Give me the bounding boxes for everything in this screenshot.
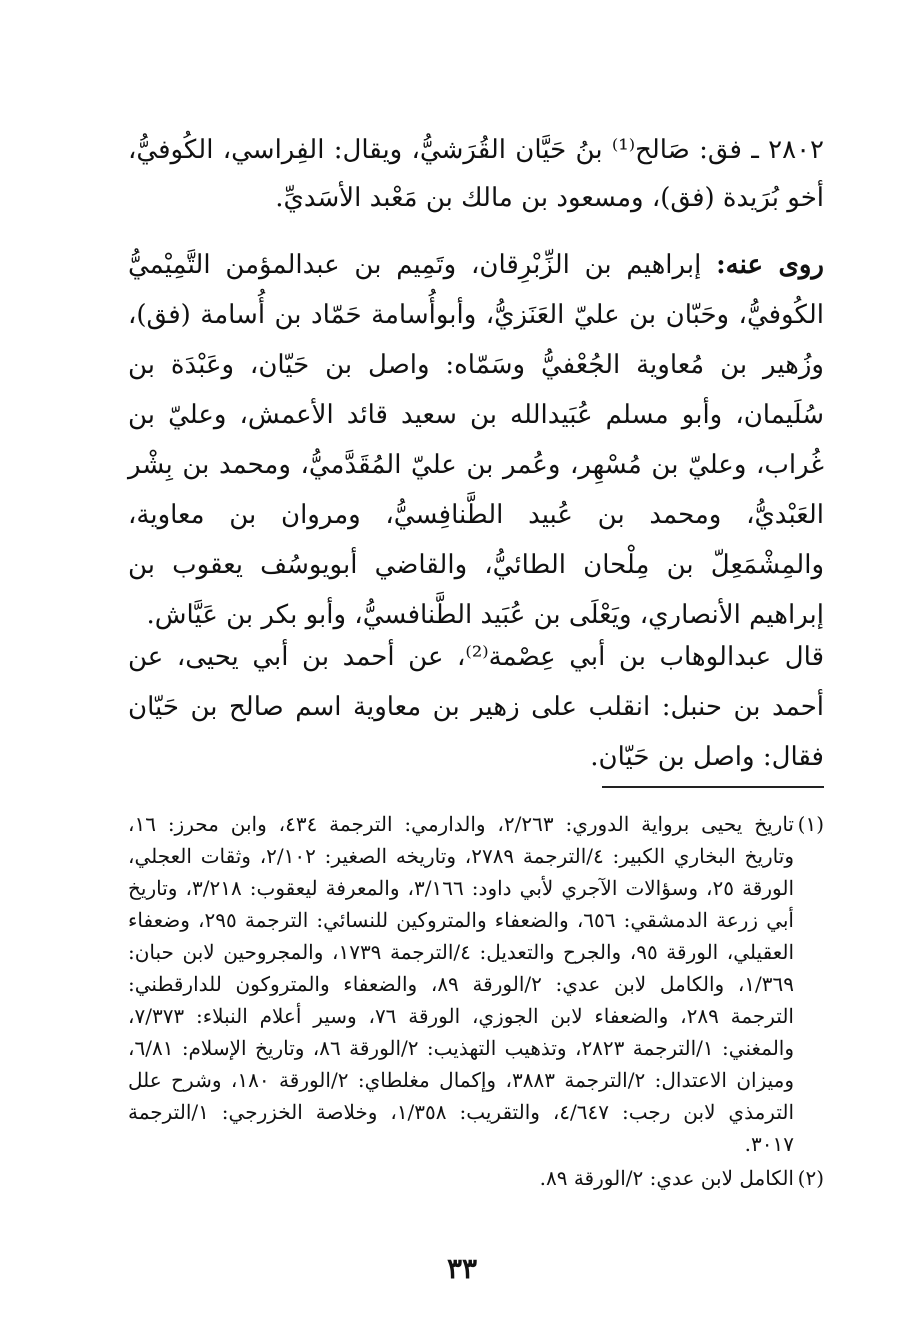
footnotes [128, 808, 824, 1196]
quote-paragraph [128, 632, 824, 782]
footnote-divider [602, 786, 824, 788]
narrators-text: إبراهيم بن الزِّبْرِقان، وتَمِيم بن عبدالمؤمن التَّمِيْميُّ الكُوفيُّ، وحَبّان بن عليّ العَنَزيُّ، وأبوأُسامة حَمّاد بن أُسامة (فق)، وزُهير بن مُعاوية الجُعْفيُّ وسَمّاه: واصل بن حَيّان، وعَبْدَة بن سُلَيمان، وأبو مسلم عُبَيدالله بن سعيد قائد الأعمش، وعليّ بن غُراب، وعليّ بن مُسْهِر، وعُمر بن عليّ المُقَدَّميُّ، ومحمد بن بِشْر العَبْديُّ، ومحمد بن عُبيد الطَّنافِسيُّ، ومروان بن معاوية، والمِشْمَعِلّ بن مِلْحان الطائيُّ، والقاضي أبويوسُف يعقوب بن إبراهيم الأنصاري، ويَعْلَى بن عُبَيد الطَّنافسيُّ، وأبو بكر بن عَيَّاش. [128, 250, 824, 630]
narrators-label: روى عنه: [716, 250, 824, 280]
footnote-text: الكامل لابن عدي: ٢/الورقة ٨٩. [539, 1166, 794, 1190]
footnote-number: (٢) [797, 1166, 824, 1190]
footnote-text: تاريخ يحيى برواية الدوري: ٢/٢٦٣، والدارمي: الترجمة ٤٣٤، وابن محرز: ١٦، وتاريخ البخاري الكبير: ٤/الترجمة ٢٧٨٩، وتاريخه الصغير: ٢/١٠٢، وثقات العجلي، الورقة ٢٥، وسؤالات الآجري لأبي داود: ٣/١٦٦، والمعرفة ليعقوب: ٣/٢١٨، وتاريخ أبي زرعة الدمشقي: ٦٥٦، والضعفاء والمتروكين للنسائي: الترجمة ٢٩٥، وضعفاء العقيلي، الورقة ٩٥، والجرح والتعديل: ٤/الترجمة ١٧٣٩، والمجروحين لابن حبان: ١/٣٦٩، والكامل لابن عدي: ٢/الورقة ٨٩، والضعفاء والمتروكون للدارقطني: الترجمة ٢٨٩، والضعفاء لابن الجوزي، الورقة ٧٦، وسير أعلام النبلاء: ٧/٣٧٣، والمغني: ١/الترجمة ٢٨٢٣، وتذهيب التهذيب: ٢/الورقة ٨٦، وتاريخ الإسلام: ٦/٨١، وميزان الاعتدال: ٢/الترجمة ٣٨٨٣، وإكمال مغلطاي: ٢/الورقة ١٨٠، وشرح علل الترمذي لابن رجب: ٤/٦٤٧، والتقريب: ١/٣٥٨، وخلاصة الخزرجي: ١/الترجمة ٣٠١٧. [128, 812, 795, 1156]
quote-text: قال عبدالوهاب بن أبي عِصْمة⁽²⁾، عن أحمد بن أبي يحيى، عن أحمد بن حنبل: انقلب على زهير بن معاوية اسم صالح بن حَيّان فقال: واصل بن حَيّان. [128, 642, 824, 772]
entry-heading [128, 126, 824, 222]
footnote-item [128, 1162, 824, 1194]
entry-heading-text: ٢٨٠٢ ـ فق: صَالح⁽¹⁾ بنُ حَيَّان القُرَشيُّ، ويقال: الفِراسي، الكُوفيُّ، أخو بُرَيدة (فق)، ومسعود بن مالك بن مَعْبد الأسَديِّ. [128, 135, 824, 213]
footnote-item [128, 808, 824, 1160]
footnote-number: (١) [797, 812, 824, 836]
page-number: ٣٣ [446, 1252, 478, 1285]
narrators-paragraph [128, 240, 824, 640]
